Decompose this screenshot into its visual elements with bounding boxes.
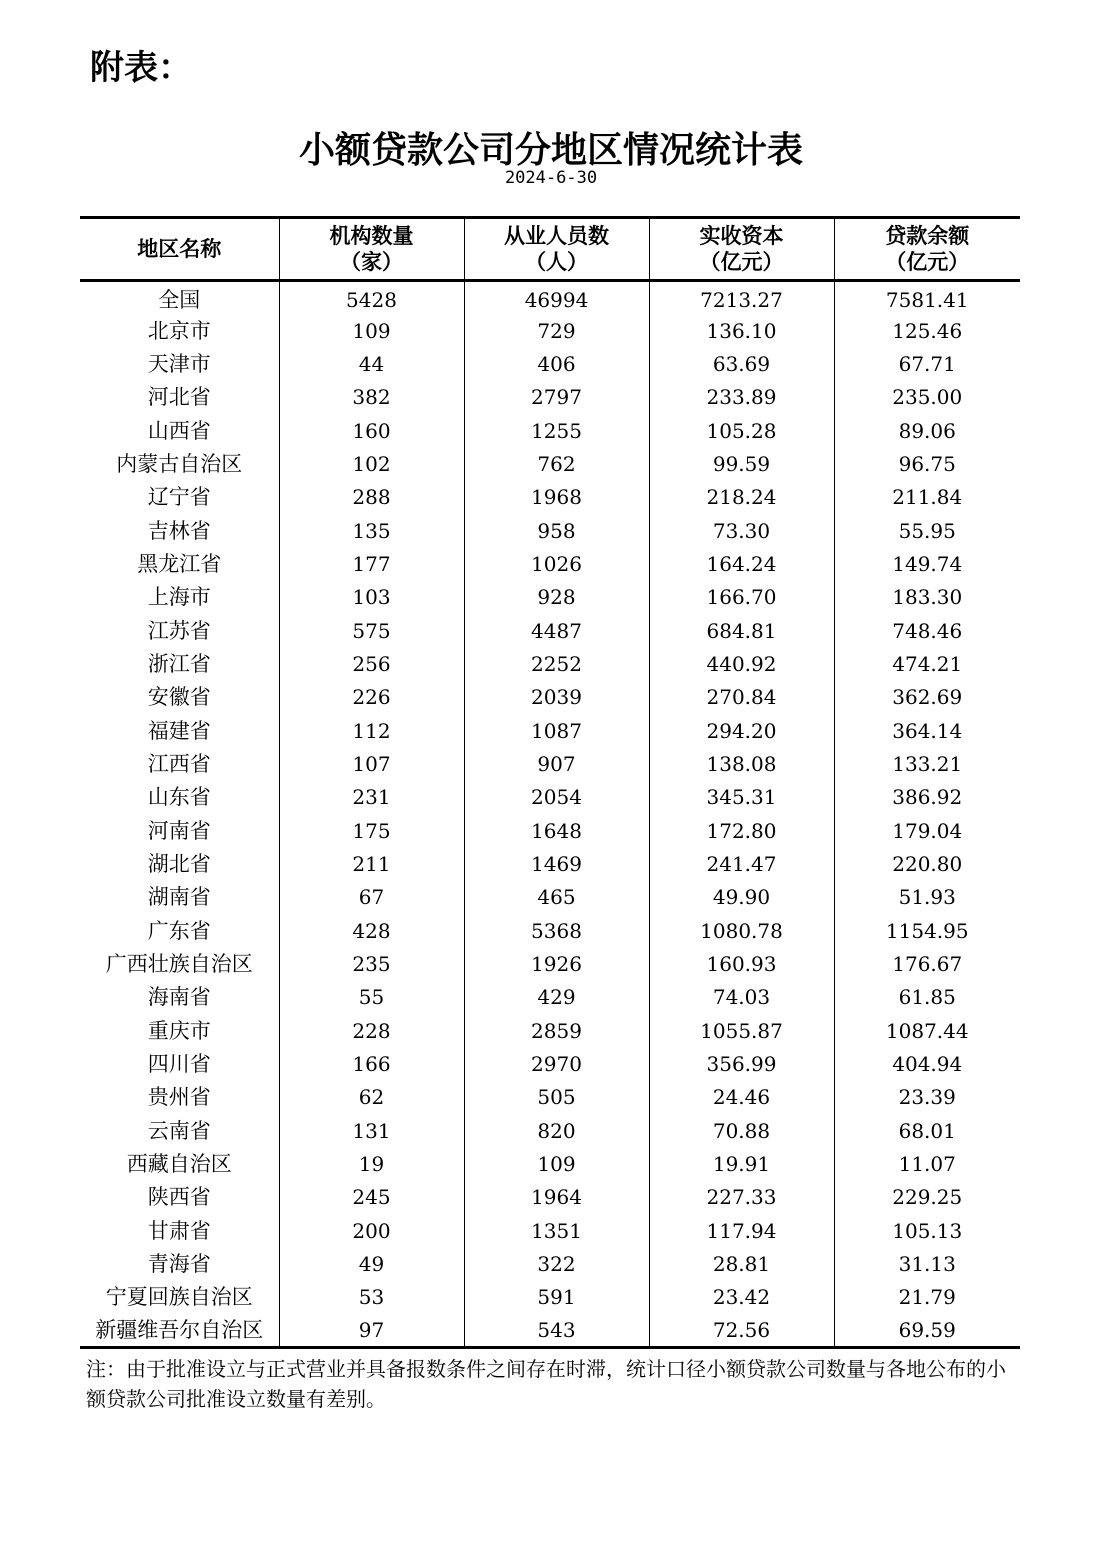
cell-loan-balance: 51.93 <box>834 881 1020 914</box>
cell-employees: 4487 <box>464 614 649 647</box>
cell-loan-balance: 474.21 <box>834 647 1020 680</box>
cell-loan-balance: 386.92 <box>834 781 1020 814</box>
table-row <box>80 1281 1020 1314</box>
table-row <box>80 981 1020 1014</box>
cell-paid-in-capital: 356.99 <box>649 1047 834 1080</box>
footnote: 注：由于批准设立与正式营业并具备报数条件之间存在时滞，统计口径小额贷款公司数量与各地公布的小额贷款公司批准设立数量有差别。 <box>86 1357 1006 1411</box>
table-row <box>80 314 1020 347</box>
cell-region: 吉林省 <box>147 518 211 543</box>
cell-paid-in-capital: 241.47 <box>649 847 834 880</box>
cell-paid-in-capital: 164.24 <box>649 547 834 580</box>
cell-employees: 591 <box>464 1281 649 1314</box>
cell-loan-balance: 179.04 <box>834 814 1020 847</box>
cell-employees: 729 <box>464 314 649 347</box>
cell-loan-balance: 31.13 <box>834 1247 1020 1280</box>
cell-institutions: 109 <box>279 314 464 347</box>
table-row <box>80 281 1020 314</box>
cell-employees: 322 <box>464 1247 649 1280</box>
cell-loan-balance: 220.80 <box>834 847 1020 880</box>
cell-paid-in-capital: 345.31 <box>649 781 834 814</box>
cell-institutions: 44 <box>279 347 464 380</box>
cell-region: 广东省 <box>147 918 211 943</box>
cell-loan-balance: 211.84 <box>834 481 1020 514</box>
cell-paid-in-capital: 227.33 <box>649 1181 834 1214</box>
cell-loan-balance: 183.30 <box>834 581 1020 614</box>
appendix-label: 附表： <box>90 48 192 88</box>
cell-region: 青海省 <box>147 1252 211 1277</box>
cell-loan-balance: 89.06 <box>834 414 1020 447</box>
cell-paid-in-capital: 7213.27 <box>649 281 834 314</box>
cell-region: 辽宁省 <box>147 485 211 510</box>
header-employees: 从业人员数 （人） <box>464 218 649 281</box>
cell-paid-in-capital: 49.90 <box>649 881 834 914</box>
cell-paid-in-capital: 70.88 <box>649 1114 834 1147</box>
cell-institutions: 97 <box>279 1314 464 1347</box>
cell-region: 天津市 <box>147 351 211 376</box>
cell-region: 福建省 <box>147 718 211 743</box>
cell-employees: 907 <box>464 747 649 780</box>
cell-institutions: 235 <box>279 947 464 980</box>
cell-loan-balance: 11.07 <box>834 1147 1020 1180</box>
cell-loan-balance: 133.21 <box>834 747 1020 780</box>
cell-paid-in-capital: 73.30 <box>649 514 834 547</box>
cell-paid-in-capital: 172.80 <box>649 814 834 847</box>
cell-employees: 429 <box>464 981 649 1014</box>
cell-loan-balance: 96.75 <box>834 447 1020 480</box>
cell-employees: 2970 <box>464 1047 649 1080</box>
cell-employees: 1087 <box>464 714 649 747</box>
cell-region: 广西壮族自治区 <box>105 952 253 977</box>
header-loan-balance: 贷款余额 （亿元） <box>834 218 1020 281</box>
cell-employees: 2797 <box>464 381 649 414</box>
cell-paid-in-capital: 233.89 <box>649 381 834 414</box>
cell-region: 全国 <box>158 287 201 312</box>
cell-institutions: 112 <box>279 714 464 747</box>
cell-employees: 2252 <box>464 647 649 680</box>
cell-paid-in-capital: 138.08 <box>649 747 834 780</box>
cell-region: 贵州省 <box>147 1085 211 1110</box>
table-row <box>80 1081 1020 1114</box>
cell-region: 河南省 <box>147 818 211 843</box>
cell-loan-balance: 69.59 <box>834 1314 1020 1347</box>
cell-institutions: 245 <box>279 1181 464 1214</box>
cell-employees: 406 <box>464 347 649 380</box>
cell-paid-in-capital: 218.24 <box>649 481 834 514</box>
cell-loan-balance: 21.79 <box>834 1281 1020 1314</box>
cell-loan-balance: 68.01 <box>834 1114 1020 1147</box>
cell-loan-balance: 125.46 <box>834 314 1020 347</box>
cell-employees: 928 <box>464 581 649 614</box>
cell-loan-balance: 61.85 <box>834 981 1020 1014</box>
cell-institutions: 49 <box>279 1247 464 1280</box>
cell-employees: 109 <box>464 1147 649 1180</box>
cell-region: 西藏自治区 <box>126 1152 232 1177</box>
cell-institutions: 428 <box>279 914 464 947</box>
table-row <box>80 614 1020 647</box>
table-row <box>80 1047 1020 1080</box>
table-row <box>80 1181 1020 1214</box>
table-row <box>80 1014 1020 1047</box>
cell-loan-balance: 1087.44 <box>834 1014 1020 1047</box>
cell-institutions: 53 <box>279 1281 464 1314</box>
cell-institutions: 382 <box>279 381 464 414</box>
cell-institutions: 256 <box>279 647 464 680</box>
cell-region: 湖南省 <box>147 885 211 910</box>
header-paid-in-capital: 实收资本 （亿元） <box>649 218 834 281</box>
header-row <box>80 218 1020 281</box>
cell-employees: 762 <box>464 447 649 480</box>
cell-institutions: 102 <box>279 447 464 480</box>
table-row <box>80 681 1020 714</box>
cell-region: 上海市 <box>147 585 211 610</box>
cell-employees: 465 <box>464 881 649 914</box>
cell-paid-in-capital: 19.91 <box>649 1147 834 1180</box>
cell-institutions: 226 <box>279 681 464 714</box>
statistics-table <box>80 216 1020 1349</box>
cell-institutions: 175 <box>279 814 464 847</box>
cell-region: 四川省 <box>147 1052 211 1077</box>
cell-region: 浙江省 <box>147 651 211 676</box>
table-row <box>80 1147 1020 1180</box>
cell-region: 云南省 <box>147 1118 211 1143</box>
cell-paid-in-capital: 117.94 <box>649 1214 834 1247</box>
cell-paid-in-capital: 136.10 <box>649 314 834 347</box>
cell-employees: 820 <box>464 1114 649 1147</box>
cell-employees: 1351 <box>464 1214 649 1247</box>
table-row <box>80 1247 1020 1280</box>
cell-loan-balance: 55.95 <box>834 514 1020 547</box>
cell-employees: 1964 <box>464 1181 649 1214</box>
table-row <box>80 581 1020 614</box>
cell-region: 甘肃省 <box>147 1218 211 1243</box>
cell-region: 河北省 <box>147 385 211 410</box>
table-body <box>80 281 1020 1348</box>
cell-region: 陕西省 <box>147 1185 211 1210</box>
cell-loan-balance: 23.39 <box>834 1081 1020 1114</box>
cell-region: 湖北省 <box>147 852 211 877</box>
table-row <box>80 714 1020 747</box>
cell-institutions: 5428 <box>279 281 464 314</box>
cell-employees: 2054 <box>464 781 649 814</box>
cell-paid-in-capital: 72.56 <box>649 1314 834 1347</box>
cell-loan-balance: 176.67 <box>834 947 1020 980</box>
cell-institutions: 228 <box>279 1014 464 1047</box>
table-row <box>80 947 1020 980</box>
cell-paid-in-capital: 105.28 <box>649 414 834 447</box>
cell-loan-balance: 7581.41 <box>834 281 1020 314</box>
table-row <box>80 647 1020 680</box>
cell-institutions: 107 <box>279 747 464 780</box>
cell-employees: 2859 <box>464 1014 649 1047</box>
cell-loan-balance: 229.25 <box>834 1181 1020 1214</box>
cell-paid-in-capital: 166.70 <box>649 581 834 614</box>
cell-loan-balance: 362.69 <box>834 681 1020 714</box>
cell-employees: 1469 <box>464 847 649 880</box>
cell-region: 新疆维吾尔自治区 <box>80 1314 279 1347</box>
cell-employees: 1926 <box>464 947 649 980</box>
cell-institutions: 55 <box>279 981 464 1014</box>
cell-institutions: 200 <box>279 1214 464 1247</box>
cell-paid-in-capital: 270.84 <box>649 681 834 714</box>
cell-employees: 1255 <box>464 414 649 447</box>
cell-loan-balance: 105.13 <box>834 1214 1020 1247</box>
cell-employees: 543 <box>464 1314 649 1347</box>
cell-region: 安徽省 <box>147 685 211 710</box>
cell-employees: 1968 <box>464 481 649 514</box>
cell-loan-balance: 1154.95 <box>834 914 1020 947</box>
cell-employees: 46994 <box>464 281 649 314</box>
table-date: 2024-6-30 <box>504 168 598 188</box>
table-row <box>80 1214 1020 1247</box>
cell-paid-in-capital: 1055.87 <box>649 1014 834 1047</box>
cell-employees: 5368 <box>464 914 649 947</box>
table-row <box>80 414 1020 447</box>
table-row <box>80 1314 1020 1347</box>
cell-paid-in-capital: 294.20 <box>649 714 834 747</box>
cell-region: 宁夏回族自治区 <box>105 1285 253 1310</box>
cell-region: 黑龙江省 <box>137 551 222 576</box>
cell-institutions: 67 <box>279 881 464 914</box>
table-row <box>80 481 1020 514</box>
cell-region: 重庆市 <box>147 1018 211 1043</box>
cell-employees: 1026 <box>464 547 649 580</box>
table-row <box>80 347 1020 380</box>
cell-paid-in-capital: 24.46 <box>649 1081 834 1114</box>
table-row <box>80 747 1020 780</box>
table-row <box>80 914 1020 947</box>
cell-institutions: 575 <box>279 614 464 647</box>
cell-loan-balance: 404.94 <box>834 1047 1020 1080</box>
cell-loan-balance: 748.46 <box>834 614 1020 647</box>
cell-loan-balance: 67.71 <box>834 347 1020 380</box>
cell-paid-in-capital: 28.81 <box>649 1247 834 1280</box>
table-row <box>80 514 1020 547</box>
cell-paid-in-capital: 1080.78 <box>649 914 834 947</box>
cell-paid-in-capital: 74.03 <box>649 981 834 1014</box>
cell-institutions: 160 <box>279 414 464 447</box>
table-row <box>80 1114 1020 1147</box>
header-region: 地区名称 <box>80 218 279 281</box>
cell-institutions: 177 <box>279 547 464 580</box>
cell-institutions: 103 <box>279 581 464 614</box>
cell-employees: 958 <box>464 514 649 547</box>
cell-paid-in-capital: 684.81 <box>649 614 834 647</box>
table-row <box>80 547 1020 580</box>
cell-paid-in-capital: 23.42 <box>649 1281 834 1314</box>
cell-employees: 505 <box>464 1081 649 1114</box>
cell-paid-in-capital: 440.92 <box>649 647 834 680</box>
cell-institutions: 131 <box>279 1114 464 1147</box>
cell-institutions: 19 <box>279 1147 464 1180</box>
cell-region: 山东省 <box>147 785 211 810</box>
cell-institutions: 166 <box>279 1047 464 1080</box>
table-row <box>80 781 1020 814</box>
table-row <box>80 847 1020 880</box>
table-row <box>80 447 1020 480</box>
table-title: 小额贷款公司分地区情况统计表 <box>298 130 803 171</box>
cell-region: 江苏省 <box>147 618 211 643</box>
cell-paid-in-capital: 99.59 <box>649 447 834 480</box>
table-row <box>80 381 1020 414</box>
cell-paid-in-capital: 63.69 <box>649 347 834 380</box>
cell-loan-balance: 149.74 <box>834 547 1020 580</box>
cell-region: 海南省 <box>147 985 211 1010</box>
cell-institutions: 135 <box>279 514 464 547</box>
cell-institutions: 231 <box>279 781 464 814</box>
header-institutions: 机构数量 （家） <box>279 218 464 281</box>
cell-institutions: 288 <box>279 481 464 514</box>
cell-employees: 2039 <box>464 681 649 714</box>
cell-loan-balance: 235.00 <box>834 381 1020 414</box>
cell-employees: 1648 <box>464 814 649 847</box>
cell-paid-in-capital: 160.93 <box>649 947 834 980</box>
cell-region: 内蒙古自治区 <box>116 451 243 476</box>
cell-region: 山西省 <box>147 418 211 443</box>
cell-institutions: 62 <box>279 1081 464 1114</box>
cell-institutions: 211 <box>279 847 464 880</box>
cell-loan-balance: 364.14 <box>834 714 1020 747</box>
table-row <box>80 814 1020 847</box>
cell-region: 北京市 <box>147 318 211 343</box>
cell-region: 江西省 <box>147 751 211 776</box>
table-row <box>80 881 1020 914</box>
